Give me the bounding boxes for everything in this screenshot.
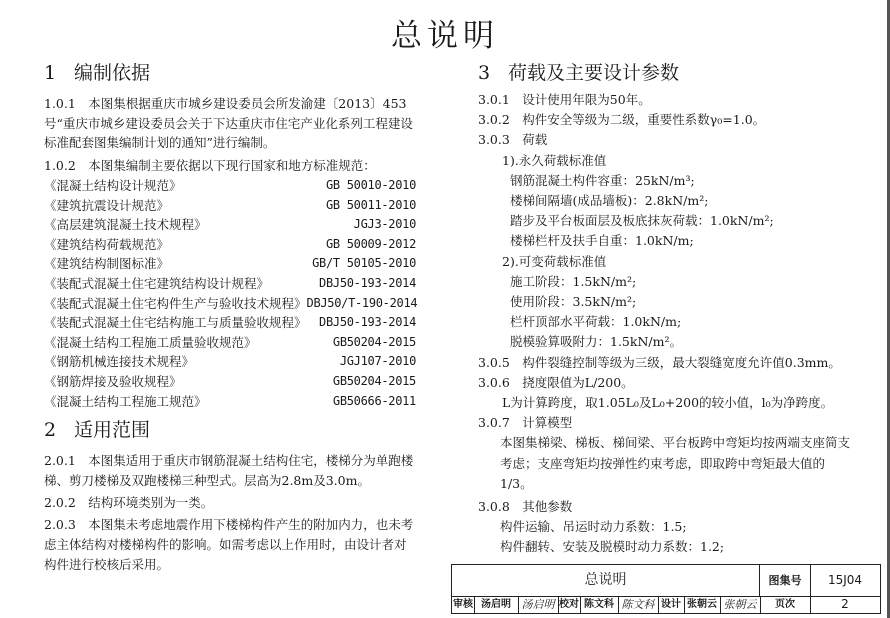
- reference-code: GB/T 50105-2010: [312, 256, 416, 271]
- clause-3-0-1: 3.0.1 设计使用年限为50年。: [478, 92, 651, 107]
- design-label: 设计: [661, 599, 681, 610]
- right-column: [478, 58, 878, 558]
- reference-item: [44, 215, 416, 235]
- load-railing: 楼梯栏杆及扶手自重：1.0kN/m;: [510, 233, 694, 249]
- reference-code: DBJ50/T-190-2014: [306, 295, 418, 310]
- reference-code: GB 50009-2012: [325, 236, 416, 251]
- clause-3-0-6: 3.0.6 挠度限值为L/200。: [478, 374, 634, 390]
- reference-item: [44, 176, 416, 196]
- designer-name: 张朝云: [687, 599, 717, 610]
- reference-item: [44, 392, 416, 412]
- reference-code: GB50204-2015: [332, 334, 416, 349]
- clause-3-0-2: 3.0.2 构件安全等级为二级，重要性系数γ₀=1.0。: [478, 112, 766, 128]
- reference-name: 《装配式混凝土住宅建筑结构设计规程》: [44, 275, 270, 291]
- reference-name: 《高层建筑混凝土技术规程》: [44, 217, 207, 233]
- reference-name: 《建筑抗震设计规范》: [44, 197, 170, 213]
- atlas-number-label: 图集号: [768, 574, 802, 587]
- calculation-model-text: 本图集梯梁、梯板、梯间梁、平台板跨中弯矩均按两端支座简支考虑；支座弯矩均按弹性约束考虑，即取跨中弯矩最大值的1/3。: [500, 435, 851, 491]
- span-definition: L为计算跨度，取1.05L₀及L₀+200的较小值，l₀为净跨度。: [502, 395, 834, 411]
- load-concrete-density: 钢筋混凝土构件容重：25kN/m³;: [510, 172, 695, 188]
- section-2-heading: [44, 415, 416, 445]
- section-1-heading: [44, 58, 416, 88]
- permanent-load-heading: 1).永久荷载标准值: [502, 152, 607, 168]
- reference-code: JGJ3-2010: [353, 217, 416, 232]
- clause-3-0-3: 3.0.3 荷载: [478, 132, 548, 148]
- reference-name: 《钢筋焊接及验收规程》: [44, 373, 182, 389]
- checker-name: 陈文科: [584, 599, 614, 610]
- section-2-title: 适用范围: [74, 419, 151, 442]
- variable-load-heading: 2).可变荷载标准值: [502, 253, 607, 269]
- reference-code: GB50666-2011: [332, 393, 416, 408]
- reference-code: GB50204-2015: [332, 373, 416, 388]
- clause-1-0-2: 1.0.2 本图集编制主要依据以下现行国家和地方标准规范：: [44, 157, 376, 173]
- clause-2-0-1: 2.0.1 本图集适用于重庆市钢筋混凝土结构住宅，楼梯分为单跑楼梯、剪刀楼梯及双跑楼梯三种型式。层高为2.8m及3.0m。: [44, 453, 414, 489]
- left-column: [44, 58, 416, 575]
- section-3-number: 3: [478, 62, 491, 84]
- title-block: [451, 564, 881, 614]
- reviewer-signature: 汤启明: [521, 598, 555, 611]
- load-demoulding-adhesion: 脱模验算吸附力：1.5kN/m²。: [510, 334, 682, 350]
- reference-code: GB 50011-2010: [325, 197, 416, 212]
- reference-code: DBJ50-193-2014: [319, 275, 416, 290]
- load-surface-layer: 踏步及平台板面层及板底抹灰荷载：1.0kN/m²;: [510, 213, 774, 229]
- reference-name: 《装配式混凝土住宅构件生产与验收技术规程》: [44, 295, 307, 311]
- section-1-number: 1: [44, 62, 57, 84]
- reference-name: 《装配式混凝土住宅结构施工与质量验收规程》: [44, 315, 307, 331]
- dynamic-factor-transport: 构件运输、吊运时动力系数：1.5;: [500, 519, 687, 535]
- clause-2-0-3: 2.0.3 本图集未考虑地震作用下楼梯构件产生的附加内力，也未考虑主体结构对楼梯构件的影响。如需考虑以上作用时，由设计者对构件进行校核后采用。: [44, 516, 414, 572]
- load-service-stage: 使用阶段：3.5kN/m²;: [510, 294, 637, 310]
- section-3-heading: [478, 58, 878, 88]
- section-1-title: 编制依据: [74, 62, 151, 84]
- checker-signature: 陈文科: [621, 598, 655, 611]
- load-partition-wall: 楼梯间隔墙(成品墙板)：2.8kN/m²;: [510, 193, 709, 209]
- reference-name: 《混凝土结构工程施工规范》: [44, 393, 207, 409]
- atlas-number: 15J04: [827, 573, 863, 587]
- load-construction-stage: 施工阶段：1.5kN/m²;: [510, 273, 637, 289]
- check-label: 校对: [559, 599, 579, 610]
- reference-list: [44, 176, 416, 411]
- reference-item: [44, 333, 416, 353]
- reference-item: [44, 313, 416, 333]
- reference-item: [44, 294, 416, 314]
- reference-item: [44, 196, 416, 216]
- reference-name: 《建筑结构荷载规范》: [44, 236, 170, 252]
- title-block-signature-row: [452, 596, 880, 613]
- reference-item: [44, 274, 416, 294]
- reference-code: DBJ50-193-2014: [319, 315, 416, 330]
- clause-3-0-5: 3.0.5 构件裂缝控制等级为三级，最大裂缝宽度允许值0.3mm。: [478, 354, 841, 370]
- clause-2-0-2: 2.0.2 结构环境类别为一类。: [44, 495, 214, 511]
- section-3-title: 荷载及主要设计参数: [508, 62, 680, 84]
- load-railing-horizontal: 栏杆顶部水平荷载：1.0kN/m;: [510, 314, 682, 330]
- dynamic-factor-install: 构件翻转、安装及脱模时动力系数：1.2;: [500, 539, 725, 555]
- clause-3-0-8: 3.0.8 其他参数: [478, 499, 573, 515]
- title-block-top-row: [452, 565, 880, 597]
- reference-name: 《建筑结构制图标准》: [44, 256, 170, 272]
- reviewer-name: 汤启明: [481, 599, 511, 610]
- designer-signature: 张朝云: [723, 598, 757, 611]
- page-label: 页次: [775, 599, 795, 610]
- reference-name: 《混凝土结构工程施工质量验收规范》: [44, 334, 257, 350]
- reference-item: [44, 372, 416, 392]
- reference-item: [44, 235, 416, 255]
- page-title: 总说明: [391, 18, 499, 54]
- reference-name: 《钢筋机械连接技术规程》: [44, 354, 195, 370]
- clause-3-0-7: 3.0.7 计算模型: [478, 415, 573, 431]
- clause-1-0-1: 1.0.1 本图集根据重庆市城乡建设委员会所发渝建〔2013〕453号“重庆市城乡建设委员会关于下达重庆市住宅产业化系列工程建设标准配套图集编制计划的通知”进行编制。: [44, 96, 413, 150]
- reference-code: JGJ107-2010: [339, 354, 416, 369]
- page-number: 2: [841, 597, 849, 611]
- section-2-number: 2: [44, 419, 57, 442]
- reference-code: GB 50010-2010: [325, 178, 416, 192]
- reference-item: [44, 352, 416, 372]
- reference-name: 《混凝土结构设计规范》: [44, 178, 182, 193]
- review-label: 审核: [453, 599, 473, 610]
- drawing-name: 总说明: [452, 565, 760, 596]
- reference-item: [44, 254, 416, 274]
